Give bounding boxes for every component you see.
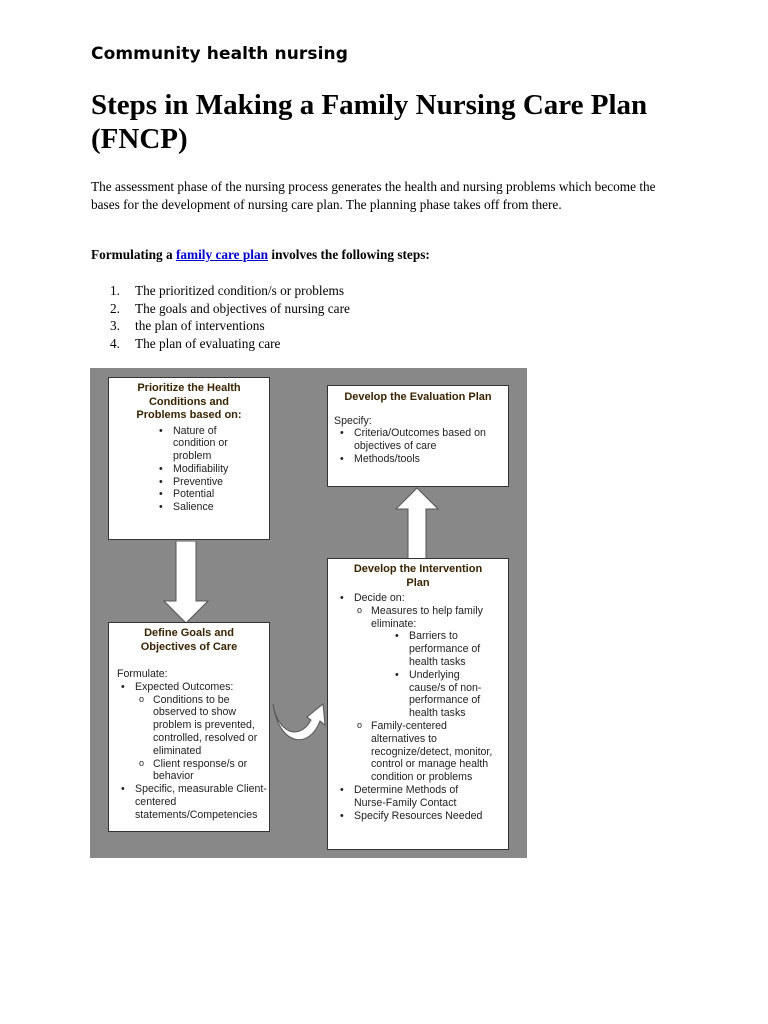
list-item: • Specify Resources Needed — [354, 810, 508, 823]
formulating-after: involves the following steps: — [268, 247, 430, 262]
list-item: • Criteria/Outcomes based on objectives of care — [354, 427, 504, 453]
intervention-subsublist — [409, 630, 508, 720]
evaluation-heading: Develop the Evaluation Plan — [344, 391, 492, 403]
intervention-sublist — [371, 605, 508, 784]
evaluation-list — [354, 427, 502, 465]
page-title: Steps in Making a Family Nursing Care Plan (FNCP) — [91, 89, 648, 155]
intervention-item-text: Decide on: — [354, 592, 405, 604]
intervention-heading: Develop the Intervention Plan — [353, 563, 483, 589]
prioritize-list — [173, 425, 269, 515]
list-item — [371, 605, 508, 720]
evaluation-box — [327, 385, 509, 487]
list-item: • Modifiability — [173, 463, 269, 476]
list-item: • Preventive — [173, 476, 269, 489]
list-item — [354, 592, 508, 784]
list-item: • Barriers to performance of health tasks — [409, 630, 489, 668]
formulating-sentence — [91, 247, 430, 263]
prioritize-heading: Prioritize the Health Conditions and Problems based on: — [136, 382, 242, 421]
goals-item-text: Expected Outcomes: — [135, 680, 234, 693]
evaluation-label: Specify: — [334, 414, 372, 427]
fncp-flow-diagram — [90, 368, 527, 858]
list-item — [110, 335, 350, 353]
step-number: 1. — [110, 283, 120, 298]
goals-box — [108, 622, 270, 832]
step-text: The goals and objectives of nursing care — [135, 300, 350, 316]
list-item: o Family-centered alternatives to recognize/detect, monitor, control or manage health condition or problems — [371, 720, 503, 784]
list-item: • Potential — [173, 488, 269, 501]
list-item: • Specific, measurable Client-centered statements/Competencies — [135, 783, 269, 821]
list-item — [110, 300, 350, 318]
formulating-before: Formulating a — [91, 247, 176, 262]
list-item: • Salience — [173, 501, 269, 514]
arrow-up-icon — [394, 487, 440, 559]
step-number: 3. — [110, 318, 120, 333]
curved-arrow-icon — [271, 698, 331, 746]
goals-heading: Define Goals and Objectives of Care — [140, 627, 238, 653]
intervention-sub-text: o Measures to help family eliminate: — [371, 604, 483, 630]
list-item: • Determine Methods of Nurse-Family Contact — [354, 784, 474, 810]
category-heading: Community health nursing — [91, 44, 349, 64]
step-text: The plan of evaluating care — [135, 335, 281, 351]
step-number: 4. — [110, 335, 120, 351]
list-item: o Conditions to be observed to show problem is prevented, controlled, resolved or eliminated — [153, 694, 269, 758]
step-number: 2. — [110, 300, 120, 316]
list-item — [135, 681, 269, 783]
steps-list — [110, 282, 350, 352]
list-item: • Nature of condition or problem — [173, 425, 243, 463]
intervention-box — [327, 558, 509, 850]
goals-label: Formulate: — [117, 668, 168, 680]
list-item: • Methods/tools — [354, 453, 502, 466]
goals-list — [135, 681, 269, 822]
goals-sublist — [153, 694, 269, 784]
list-item — [110, 317, 350, 335]
prioritize-box — [108, 377, 270, 540]
intervention-list — [354, 592, 508, 822]
list-item: o Client response/s or behavior — [153, 758, 263, 784]
list-item — [110, 282, 350, 300]
step-text: The prioritized condition/s or problems — [135, 283, 345, 298]
step-text: the plan of interventions — [135, 318, 265, 333]
arrow-down-icon — [162, 541, 210, 625]
intro-paragraph: The assessment phase of the nursing process generates the health and nursing problems which become the bases for the development of nursing care plan. The planning phase takes off from there. — [91, 179, 656, 212]
family-care-plan-link[interactable]: family care plan — [175, 247, 269, 262]
list-item: • Underlying cause/s of non-performance of health tasks — [409, 669, 493, 720]
